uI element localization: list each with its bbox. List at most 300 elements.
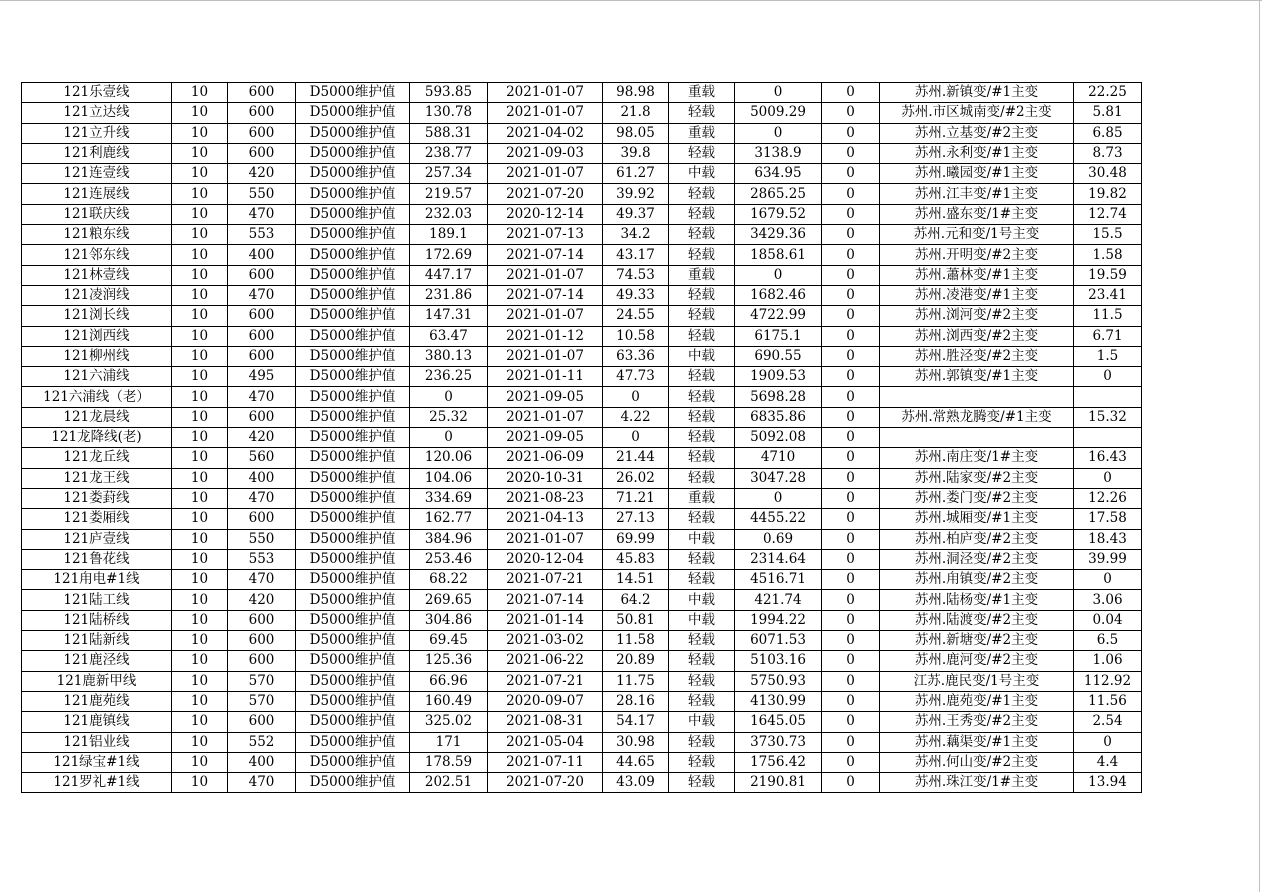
page-right-border	[1259, 0, 1260, 892]
cell-load-rate: 43.09	[603, 773, 669, 793]
cell-capacity: 600	[228, 103, 296, 123]
cell-spare-capacity: 1645.05	[735, 712, 822, 732]
cell-transformer-load: 11.56	[1074, 691, 1142, 711]
cell-source: D5000维护值	[296, 529, 410, 549]
cell-spare-capacity: 1994.22	[735, 610, 822, 630]
cell-spare-capacity: 3138.9	[735, 143, 822, 163]
cell-capacity: 600	[228, 610, 296, 630]
cell-load-status: 轻载	[669, 143, 735, 163]
cell-line-name: 121粮东线	[22, 225, 172, 245]
cell-line-name: 121绿宝#1线	[22, 752, 172, 772]
cell-capacity: 600	[228, 407, 296, 427]
cell-load-status: 轻载	[669, 367, 735, 387]
cell-spare-capacity: 1858.61	[735, 245, 822, 265]
cell-load-rate: 0	[603, 387, 669, 407]
cell-source: D5000维护值	[296, 245, 410, 265]
cell-count: 0	[822, 265, 880, 285]
cell-count: 0	[822, 712, 880, 732]
cell-load-rate: 45.83	[603, 549, 669, 569]
cell-count: 0	[822, 671, 880, 691]
cell-load-value: 172.69	[410, 245, 488, 265]
cell-load-rate: 21.8	[603, 103, 669, 123]
cell-transformer: 苏州.王秀变/#2主变	[880, 712, 1074, 732]
cell-date: 2021-01-07	[488, 265, 603, 285]
cell-transformer-load: 13.94	[1074, 773, 1142, 793]
cell-load-rate: 98.98	[603, 83, 669, 103]
cell-source: D5000维护值	[296, 103, 410, 123]
cell-capacity: 550	[228, 529, 296, 549]
cell-source: D5000维护值	[296, 752, 410, 772]
cell-capacity: 470	[228, 773, 296, 793]
cell-source: D5000维护值	[296, 346, 410, 366]
cell-count: 0	[822, 448, 880, 468]
cell-count: 0	[822, 103, 880, 123]
cell-load-rate: 64.2	[603, 590, 669, 610]
cell-spare-capacity: 4710	[735, 448, 822, 468]
cell-load-value: 69.45	[410, 631, 488, 651]
table-row	[22, 570, 1142, 590]
cell-line-name: 121娄葑线	[22, 488, 172, 508]
cell-voltage: 10	[172, 509, 228, 529]
cell-spare-capacity: 6175.1	[735, 326, 822, 346]
cell-transformer-load: 1.5	[1074, 346, 1142, 366]
cell-transformer: 苏州.凌港变/#1主变	[880, 285, 1074, 305]
table-row	[22, 123, 1142, 143]
cell-count: 0	[822, 83, 880, 103]
cell-line-name: 121联庆线	[22, 204, 172, 224]
cell-transformer: 苏州.珠江变/1#主变	[880, 773, 1074, 793]
cell-transformer-load: 112.92	[1074, 671, 1142, 691]
cell-transformer: 苏州.江丰变/#1主变	[880, 184, 1074, 204]
cell-source: D5000维护值	[296, 468, 410, 488]
cell-source: D5000维护值	[296, 631, 410, 651]
cell-source: D5000维护值	[296, 407, 410, 427]
cell-date: 2021-04-13	[488, 509, 603, 529]
cell-spare-capacity: 5103.16	[735, 651, 822, 671]
cell-count: 0	[822, 285, 880, 305]
cell-voltage: 10	[172, 184, 228, 204]
cell-spare-capacity: 634.95	[735, 164, 822, 184]
cell-load-value: 66.96	[410, 671, 488, 691]
cell-load-rate: 44.65	[603, 752, 669, 772]
cell-load-status: 轻载	[669, 103, 735, 123]
cell-load-rate: 21.44	[603, 448, 669, 468]
cell-date: 2021-01-11	[488, 367, 603, 387]
cell-capacity: 600	[228, 509, 296, 529]
cell-load-status: 重载	[669, 83, 735, 103]
cell-date: 2021-07-13	[488, 225, 603, 245]
cell-transformer: 苏州.永利变/#1主变	[880, 143, 1074, 163]
cell-voltage: 10	[172, 306, 228, 326]
cell-load-value: 171	[410, 732, 488, 752]
cell-spare-capacity: 3429.36	[735, 225, 822, 245]
cell-transformer-load: 19.59	[1074, 265, 1142, 285]
cell-capacity: 600	[228, 712, 296, 732]
cell-date: 2021-07-20	[488, 773, 603, 793]
cell-load-status: 轻载	[669, 204, 735, 224]
cell-source: D5000维护值	[296, 509, 410, 529]
cell-transformer-load: 22.25	[1074, 83, 1142, 103]
table-body	[22, 83, 1142, 793]
cell-count: 0	[822, 529, 880, 549]
cell-source: D5000维护值	[296, 326, 410, 346]
cell-load-value: 238.77	[410, 143, 488, 163]
cell-date: 2020-10-31	[488, 468, 603, 488]
cell-line-name: 121陆新线	[22, 631, 172, 651]
cell-load-rate: 54.17	[603, 712, 669, 732]
table-row	[22, 468, 1142, 488]
cell-count: 0	[822, 631, 880, 651]
cell-voltage: 10	[172, 225, 228, 245]
cell-date: 2021-01-14	[488, 610, 603, 630]
cell-line-name: 121立升线	[22, 123, 172, 143]
cell-load-rate: 20.89	[603, 651, 669, 671]
cell-count: 0	[822, 387, 880, 407]
cell-date: 2020-12-14	[488, 204, 603, 224]
cell-load-value: 384.96	[410, 529, 488, 549]
cell-transformer-load: 18.43	[1074, 529, 1142, 549]
cell-date: 2020-12-04	[488, 549, 603, 569]
cell-line-name: 121鹿泾线	[22, 651, 172, 671]
cell-source: D5000维护值	[296, 285, 410, 305]
cell-line-name: 121甪电#1线	[22, 570, 172, 590]
cell-line-name: 121陆桥线	[22, 610, 172, 630]
table-row	[22, 549, 1142, 569]
cell-line-name: 121利鹿线	[22, 143, 172, 163]
cell-date: 2020-09-07	[488, 691, 603, 711]
cell-load-rate: 43.17	[603, 245, 669, 265]
table-row	[22, 265, 1142, 285]
cell-source: D5000维护值	[296, 143, 410, 163]
cell-voltage: 10	[172, 83, 228, 103]
cell-transformer: 苏州.开明变/#2主变	[880, 245, 1074, 265]
cell-date: 2021-01-07	[488, 103, 603, 123]
cell-transformer-load: 0	[1074, 468, 1142, 488]
cell-date: 2021-08-31	[488, 712, 603, 732]
cell-spare-capacity: 4455.22	[735, 509, 822, 529]
cell-capacity: 600	[228, 265, 296, 285]
cell-line-name: 121乐壹线	[22, 83, 172, 103]
cell-capacity: 552	[228, 732, 296, 752]
cell-source: D5000维护值	[296, 732, 410, 752]
cell-voltage: 10	[172, 549, 228, 569]
cell-source: D5000维护值	[296, 610, 410, 630]
cell-transformer: 苏州.常熟龙腾变/#1主变	[880, 407, 1074, 427]
table-row	[22, 285, 1142, 305]
cell-line-name: 121六浦线	[22, 367, 172, 387]
cell-capacity: 553	[228, 225, 296, 245]
cell-load-value: 269.65	[410, 590, 488, 610]
cell-voltage: 10	[172, 367, 228, 387]
table-row	[22, 306, 1142, 326]
cell-load-value: 304.86	[410, 610, 488, 630]
cell-count: 0	[822, 691, 880, 711]
cell-capacity: 600	[228, 123, 296, 143]
cell-transformer: 苏州.曦园变/#1主变	[880, 164, 1074, 184]
cell-line-name: 121龙降线(老)	[22, 428, 172, 448]
cell-load-rate: 27.13	[603, 509, 669, 529]
cell-transformer: 江苏.鹿民变/1号主变	[880, 671, 1074, 691]
cell-load-status: 轻载	[669, 631, 735, 651]
cell-count: 0	[822, 610, 880, 630]
cell-voltage: 10	[172, 204, 228, 224]
cell-transformer-load: 2.54	[1074, 712, 1142, 732]
cell-load-status: 轻载	[669, 407, 735, 427]
cell-transformer: 苏州.陆渡变/#2主变	[880, 610, 1074, 630]
cell-load-value: 63.47	[410, 326, 488, 346]
table-row	[22, 671, 1142, 691]
cell-date: 2021-01-07	[488, 529, 603, 549]
cell-load-value: 231.86	[410, 285, 488, 305]
cell-load-status: 轻载	[669, 326, 735, 346]
cell-date: 2021-06-09	[488, 448, 603, 468]
cell-load-status: 轻载	[669, 387, 735, 407]
cell-spare-capacity: 0.69	[735, 529, 822, 549]
table-row	[22, 245, 1142, 265]
cell-capacity: 600	[228, 83, 296, 103]
cell-line-name: 121娄厢线	[22, 509, 172, 529]
cell-load-value: 219.57	[410, 184, 488, 204]
cell-capacity: 400	[228, 468, 296, 488]
cell-transformer: 苏州.陆杨变/#1主变	[880, 590, 1074, 610]
table-row	[22, 610, 1142, 630]
cell-line-name: 121连展线	[22, 184, 172, 204]
cell-source: D5000维护值	[296, 428, 410, 448]
cell-capacity: 560	[228, 448, 296, 468]
cell-spare-capacity: 0	[735, 488, 822, 508]
table-row	[22, 407, 1142, 427]
cell-load-status: 重载	[669, 265, 735, 285]
table-row	[22, 773, 1142, 793]
cell-load-status: 重载	[669, 123, 735, 143]
cell-voltage: 10	[172, 651, 228, 671]
cell-load-status: 轻载	[669, 671, 735, 691]
table-row	[22, 103, 1142, 123]
cell-load-value: 257.34	[410, 164, 488, 184]
cell-count: 0	[822, 590, 880, 610]
cell-count: 0	[822, 367, 880, 387]
table-row	[22, 164, 1142, 184]
cell-load-status: 中载	[669, 712, 735, 732]
cell-load-value: 104.06	[410, 468, 488, 488]
table-row	[22, 590, 1142, 610]
cell-spare-capacity: 1909.53	[735, 367, 822, 387]
cell-load-value: 334.69	[410, 488, 488, 508]
cell-date: 2021-07-11	[488, 752, 603, 772]
cell-load-status: 轻载	[669, 184, 735, 204]
cell-source: D5000维护值	[296, 123, 410, 143]
cell-line-name: 121柳州线	[22, 346, 172, 366]
cell-transformer: 苏州.立基变/#2主变	[880, 123, 1074, 143]
cell-transformer: 苏州.娄门变/#2主变	[880, 488, 1074, 508]
cell-spare-capacity: 6071.53	[735, 631, 822, 651]
cell-capacity: 470	[228, 488, 296, 508]
cell-date: 2021-01-07	[488, 306, 603, 326]
cell-load-rate: 61.27	[603, 164, 669, 184]
cell-transformer-load: 11.5	[1074, 306, 1142, 326]
cell-load-rate: 10.58	[603, 326, 669, 346]
cell-load-status: 轻载	[669, 691, 735, 711]
cell-date: 2021-04-02	[488, 123, 603, 143]
cell-load-status: 中载	[669, 164, 735, 184]
cell-transformer: 苏州.新塘变/#2主变	[880, 631, 1074, 651]
cell-count: 0	[822, 549, 880, 569]
cell-transformer-load: 30.48	[1074, 164, 1142, 184]
cell-transformer: 苏州.郭镇变/#1主变	[880, 367, 1074, 387]
cell-transformer	[880, 428, 1074, 448]
cell-source: D5000维护值	[296, 590, 410, 610]
cell-load-value: 232.03	[410, 204, 488, 224]
cell-voltage: 10	[172, 123, 228, 143]
cell-spare-capacity: 0	[735, 83, 822, 103]
cell-source: D5000维护值	[296, 367, 410, 387]
table-row	[22, 225, 1142, 245]
cell-count: 0	[822, 773, 880, 793]
cell-count: 0	[822, 326, 880, 346]
table-row	[22, 712, 1142, 732]
cell-load-rate: 0	[603, 428, 669, 448]
cell-voltage: 10	[172, 285, 228, 305]
cell-load-status: 轻载	[669, 428, 735, 448]
cell-load-status: 中载	[669, 346, 735, 366]
cell-transformer: 苏州.洞泾变/#2主变	[880, 549, 1074, 569]
cell-load-value: 147.31	[410, 306, 488, 326]
cell-transformer: 苏州.城厢变/#1主变	[880, 509, 1074, 529]
cell-transformer: 苏州.藕渠变/#1主变	[880, 732, 1074, 752]
cell-date: 2021-09-05	[488, 428, 603, 448]
table-row	[22, 631, 1142, 651]
cell-load-rate: 69.99	[603, 529, 669, 549]
cell-source: D5000维护值	[296, 488, 410, 508]
cell-capacity: 420	[228, 590, 296, 610]
table-row	[22, 488, 1142, 508]
cell-load-rate: 49.33	[603, 285, 669, 305]
cell-load-rate: 63.36	[603, 346, 669, 366]
cell-date: 2021-06-22	[488, 651, 603, 671]
cell-transformer-load: 12.26	[1074, 488, 1142, 508]
cell-load-status: 中载	[669, 590, 735, 610]
cell-line-name: 121鹿新甲线	[22, 671, 172, 691]
cell-load-status: 轻载	[669, 752, 735, 772]
cell-line-name: 121罗礼#1线	[22, 773, 172, 793]
cell-count: 0	[822, 732, 880, 752]
cell-load-value: 253.46	[410, 549, 488, 569]
cell-transformer-load: 8.73	[1074, 143, 1142, 163]
cell-spare-capacity: 3730.73	[735, 732, 822, 752]
cell-transformer-load: 39.99	[1074, 549, 1142, 569]
cell-line-name: 121凌润线	[22, 285, 172, 305]
cell-capacity: 550	[228, 184, 296, 204]
cell-voltage: 10	[172, 448, 228, 468]
cell-capacity: 400	[228, 752, 296, 772]
cell-line-name: 121龙王线	[22, 468, 172, 488]
table-row	[22, 651, 1142, 671]
cell-transformer-load: 6.71	[1074, 326, 1142, 346]
cell-source: D5000维护值	[296, 671, 410, 691]
table-row	[22, 428, 1142, 448]
cell-voltage: 10	[172, 570, 228, 590]
cell-line-name: 121立达线	[22, 103, 172, 123]
cell-transformer: 苏州.甪镇变/#2主变	[880, 570, 1074, 590]
cell-capacity: 470	[228, 285, 296, 305]
cell-date: 2021-05-04	[488, 732, 603, 752]
cell-transformer: 苏州.柏庐变/#2主变	[880, 529, 1074, 549]
cell-spare-capacity: 4516.71	[735, 570, 822, 590]
cell-load-status: 重载	[669, 488, 735, 508]
cell-voltage: 10	[172, 265, 228, 285]
cell-line-name: 121鲁花线	[22, 549, 172, 569]
cell-count: 0	[822, 225, 880, 245]
cell-source: D5000维护值	[296, 448, 410, 468]
table-row	[22, 529, 1142, 549]
cell-load-value: 160.49	[410, 691, 488, 711]
cell-spare-capacity: 6835.86	[735, 407, 822, 427]
cell-load-value: 125.36	[410, 651, 488, 671]
cell-load-rate: 11.58	[603, 631, 669, 651]
cell-line-name: 121庐壹线	[22, 529, 172, 549]
table-row	[22, 184, 1142, 204]
cell-count: 0	[822, 570, 880, 590]
cell-count: 0	[822, 651, 880, 671]
cell-transformer: 苏州.元和变/1号主变	[880, 225, 1074, 245]
cell-transformer-load: 1.58	[1074, 245, 1142, 265]
cell-spare-capacity: 5009.29	[735, 103, 822, 123]
cell-load-rate: 50.81	[603, 610, 669, 630]
cell-capacity: 470	[228, 204, 296, 224]
cell-load-status: 中载	[669, 529, 735, 549]
cell-transformer-load: 4.4	[1074, 752, 1142, 772]
cell-load-rate: 49.37	[603, 204, 669, 224]
cell-date: 2021-01-07	[488, 407, 603, 427]
cell-voltage: 10	[172, 773, 228, 793]
cell-capacity: 470	[228, 570, 296, 590]
cell-load-status: 轻载	[669, 570, 735, 590]
cell-load-status: 中载	[669, 610, 735, 630]
cell-load-value: 236.25	[410, 367, 488, 387]
cell-line-name: 121龙丘线	[22, 448, 172, 468]
cell-voltage: 10	[172, 407, 228, 427]
cell-voltage: 10	[172, 488, 228, 508]
cell-voltage: 10	[172, 610, 228, 630]
cell-spare-capacity: 1682.46	[735, 285, 822, 305]
table-row	[22, 326, 1142, 346]
cell-load-value: 68.22	[410, 570, 488, 590]
cell-line-name: 121鹿镇线	[22, 712, 172, 732]
cell-load-status: 轻载	[669, 225, 735, 245]
cell-voltage: 10	[172, 752, 228, 772]
cell-load-value: 588.31	[410, 123, 488, 143]
cell-spare-capacity: 2314.64	[735, 549, 822, 569]
cell-capacity: 420	[228, 164, 296, 184]
cell-line-name: 121六浦线（老）	[22, 387, 172, 407]
cell-transformer: 苏州.浏西变/#2主变	[880, 326, 1074, 346]
cell-load-value: 447.17	[410, 265, 488, 285]
cell-capacity: 400	[228, 245, 296, 265]
cell-date: 2021-01-07	[488, 346, 603, 366]
cell-source: D5000维护值	[296, 387, 410, 407]
cell-spare-capacity: 4722.99	[735, 306, 822, 326]
cell-count: 0	[822, 428, 880, 448]
cell-spare-capacity: 0	[735, 123, 822, 143]
cell-voltage: 10	[172, 691, 228, 711]
cell-line-name: 121浏长线	[22, 306, 172, 326]
cell-date: 2021-01-07	[488, 164, 603, 184]
cell-voltage: 10	[172, 346, 228, 366]
cell-voltage: 10	[172, 103, 228, 123]
cell-load-value: 0	[410, 387, 488, 407]
cell-count: 0	[822, 245, 880, 265]
cell-load-status: 轻载	[669, 448, 735, 468]
